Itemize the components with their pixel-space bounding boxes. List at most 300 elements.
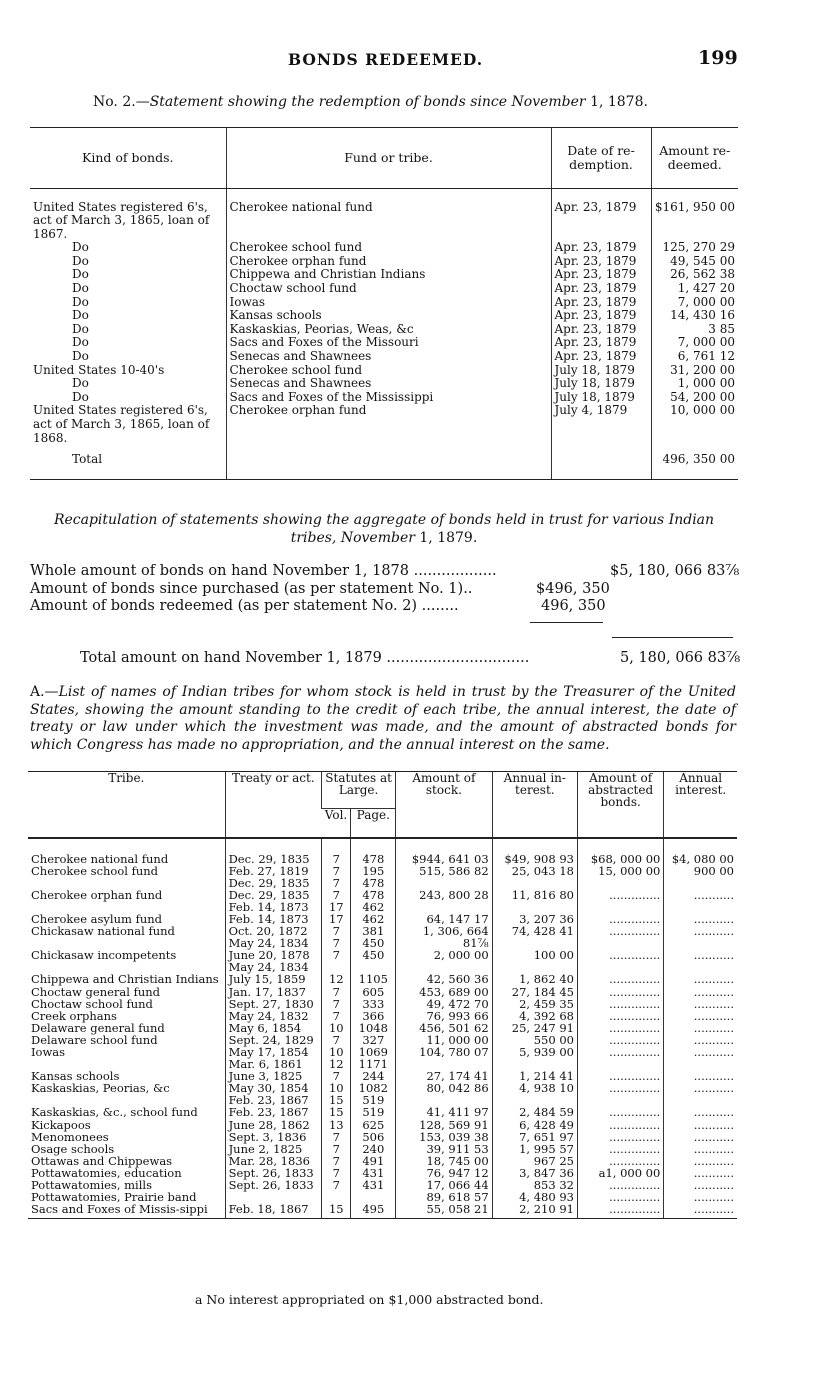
statute-vol: 12 [328, 972, 344, 987]
vol-cell [322, 1203, 351, 1215]
amount-redeemed: $161, 950 00 [651, 201, 738, 242]
redemption-date: July 18, 1879 [551, 391, 651, 405]
annual-interest: 11, 816 80 [492, 889, 577, 913]
tribe-name: Sacs and Foxes of Missis-sippi [31, 1202, 208, 1217]
vol-cell [322, 1106, 351, 1118]
statute-page: 1105 [358, 972, 388, 987]
statement2-row [30, 350, 738, 364]
vol-cell [322, 853, 351, 865]
redemption-date: Apr. 23, 1879 [551, 296, 651, 310]
statement2-header-row [30, 128, 738, 189]
statute-vol: 7 [332, 924, 340, 939]
fund-name: Cherokee school fund [226, 241, 551, 255]
abstracted-bonds: a1, 000 00 [577, 1167, 663, 1179]
statute-vol: 7 [332, 948, 340, 963]
annual-interest: 2, 459 35 [492, 998, 577, 1010]
statute-vol: 12 [328, 1057, 344, 1072]
stock-amount: 39, 911 53 [396, 1143, 493, 1155]
amount-redeemed: 26, 562 38 [651, 268, 738, 282]
tribe-row [28, 925, 737, 949]
tribe-name: Cherokee orphan fund [31, 887, 163, 902]
treaty-cell [225, 998, 322, 1010]
col-vol: Vol. [322, 809, 351, 838]
statute-vol: 7 [332, 1129, 340, 1144]
redemption-date: July 18, 1879 [551, 377, 651, 391]
tribe-name: Cherokee national fund [31, 851, 169, 866]
bond-kind: Do [72, 335, 89, 350]
bond-kind: Do [72, 253, 89, 268]
amount-redeemed: 7, 000 00 [651, 296, 738, 310]
statute-vol: 15 [328, 1202, 344, 1217]
col-fund: Fund or tribe. [226, 128, 551, 189]
amount-redeemed: 49, 545 00 [651, 255, 738, 269]
fund-name: Cherokee orphan fund [226, 255, 551, 269]
annual-interest: 6, 428 49 [492, 1119, 577, 1131]
abstracted-interest: ........... [664, 998, 737, 1010]
redemption-date: Apr. 23, 1879 [551, 282, 651, 296]
statute-vol: 7 [332, 936, 340, 951]
amount-redeemed: 1, 000 00 [651, 377, 738, 391]
stock-amount: 42, 560 36 [396, 973, 493, 985]
tribe-name: Osage schools [31, 1141, 115, 1156]
statute-page: 605 [362, 984, 385, 999]
fund-name: Kansas schools [226, 309, 551, 323]
fund-name: Kaskaskias, Peorias, Weas, &c [226, 323, 551, 337]
treaty-date: May 24, 1834 [228, 936, 309, 951]
abstracted-interest: ........... [664, 1082, 737, 1106]
statute-page: 478 [362, 887, 385, 902]
page-cell [351, 998, 396, 1010]
treaty-date: Feb. 23, 1867 [228, 1105, 309, 1120]
statute-vol: 13 [328, 1117, 344, 1132]
statute-vol: 7 [332, 1165, 340, 1180]
treaty-date: May 24, 1832 [228, 1008, 309, 1023]
redemption-date: Apr. 23, 1879 [551, 268, 651, 282]
treaty-date: Sept. 26, 1833 [228, 1178, 314, 1193]
tribe-row [28, 998, 737, 1010]
listA-caption: A.—List of names of Indian tribes for whom stock is held in trust by the Treasurer of the United States, showing the amount standing to the credit of each tribe, the annual interest, the date of treaty or law under which the investment was made, and the amount of abstracted bonds for which Congress has made no appropriation, and the annual interest on the same. [30, 684, 736, 753]
vol-cell [322, 925, 351, 949]
tribe-name: Cherokee asylum fund [31, 911, 162, 926]
recap-line-2: Amount of bonds since purchased (as per statement No. 1).. [30, 581, 473, 597]
stock-amount: 89, 618 57 [396, 1191, 493, 1203]
statute-page: 450 [362, 948, 385, 963]
stock-amount: 55, 058 21 [396, 1203, 493, 1215]
abstracted-interest: ........... [664, 1155, 737, 1167]
recap-line-1-value: $5, 180, 066 83⅞ [610, 563, 740, 579]
treaty-cell [225, 949, 322, 973]
vol-cell [322, 1046, 351, 1070]
tribe-row [28, 865, 737, 889]
abstracted-interest: ........... [664, 949, 737, 973]
fund-name: Sacs and Foxes of the Mississippi [226, 391, 551, 405]
bond-kind: United States registered 6's, act of March 3, 1865, loan of 1867. [33, 199, 210, 241]
statute-page: 519 [362, 1105, 385, 1120]
treaty-cell [225, 1131, 322, 1143]
statute-page: 1069 [358, 1045, 388, 1059]
bond-kind: Do [72, 389, 89, 404]
stock-amount: 453, 689 00 [396, 986, 493, 998]
stock-amount: 41, 411 97 [396, 1106, 493, 1118]
col-interest: Annual in-terest. [492, 772, 577, 838]
tribe-name: Chippewa and Christian Indians [31, 972, 219, 987]
redemption-date: Apr. 23, 1879 [551, 350, 651, 364]
redemption-date: Apr. 23, 1879 [551, 201, 651, 242]
annual-interest: 2, 484 59 [492, 1106, 577, 1118]
page-cell [351, 1131, 396, 1143]
amount-redeemed: 6, 761 12 [651, 350, 738, 364]
statement2-row [30, 201, 738, 242]
col-page: Page. [351, 809, 396, 838]
page-cell [351, 1119, 396, 1131]
recap-rule [530, 622, 603, 623]
abstracted-interest: ........... [664, 913, 737, 925]
page-cell [351, 949, 396, 973]
col-statutes: Statutes at Large. [322, 772, 396, 809]
tribe-name: Delaware general fund [31, 1020, 165, 1035]
annual-interest: 7, 651 97 [492, 1131, 577, 1143]
statute-vol: 7 [332, 996, 340, 1011]
stock-amount: 128, 569 91 [396, 1119, 493, 1131]
abstracted-bonds: .............. [577, 1179, 663, 1191]
tribe-row [28, 973, 737, 985]
annual-interest: $49, 908 93 [492, 853, 577, 865]
annual-interest: 3, 847 36 [492, 1167, 577, 1179]
abstracted-bonds: .............. [577, 973, 663, 985]
page-cell [351, 973, 396, 985]
annual-interest: 5, 939 00 [492, 1046, 577, 1070]
treaty-cell [225, 865, 322, 889]
statute-vol: 17 [328, 911, 344, 926]
amount-redeemed: 31, 200 00 [651, 364, 738, 378]
statute-page: 495 [362, 1202, 385, 1217]
tribe-name: Kaskaskias, &c., school fund [31, 1105, 198, 1120]
statute-vol: 7 [332, 863, 340, 878]
redemption-date: Apr. 23, 1879 [551, 241, 651, 255]
statute-page: 366 [362, 1008, 385, 1023]
vol-cell [322, 1119, 351, 1131]
abstracted-bonds: .............. [577, 1131, 663, 1143]
treaty-cell [225, 1046, 322, 1070]
redemption-date: Apr. 23, 1879 [551, 255, 651, 269]
abstracted-bonds: .............. [577, 1143, 663, 1155]
stock-amount: 64, 147 17 [396, 913, 493, 925]
abstracted-bonds: .............. [577, 913, 663, 925]
page-cell [351, 853, 396, 865]
abstracted-interest: 900 00 [664, 865, 737, 889]
abstracted-interest: ........... [664, 1106, 737, 1118]
treaty-date: Feb. 27, 1819 [228, 863, 309, 878]
amount-redeemed: 3 85 [651, 323, 738, 337]
stock-amount: 456, 501 62 [396, 1022, 493, 1034]
tribe-row [28, 1203, 737, 1215]
page-cell [351, 1082, 396, 1106]
annual-interest: 100 00 [492, 949, 577, 973]
abstracted-interest: ........... [664, 925, 737, 949]
page-cell [351, 1179, 396, 1191]
statement2-row [30, 323, 738, 337]
tribe-name: Kickapoos [31, 1117, 91, 1132]
statement2-total-row [30, 453, 738, 479]
abstracted-interest: ........... [664, 1131, 737, 1143]
bond-kind: Do [72, 294, 89, 309]
statute-page: 195 [362, 863, 385, 878]
statute-page: 519 [362, 1093, 385, 1108]
treaty-date: June 20, 1878 [228, 948, 310, 963]
abstracted-bonds: .............. [577, 889, 663, 913]
bond-kind: Do [72, 308, 89, 323]
statement2-row [30, 377, 738, 391]
recap-caption: Recapitulation of statements showing the aggregate of bonds held in trust for various Indian tribes, November 1, 1879. [53, 512, 715, 546]
statement2-row [30, 336, 738, 350]
treaty-date: May 17, 1854 [228, 1045, 309, 1059]
amount-redeemed: 54, 200 00 [651, 391, 738, 405]
statute-page: 381 [362, 924, 385, 939]
total-amount: 496, 350 00 [651, 453, 738, 479]
stock-amount: 11, 000 00 [396, 1034, 493, 1046]
col-kind: Kind of bonds. [30, 128, 226, 189]
abstracted-interest: $4, 080 00 [664, 853, 737, 865]
abstracted-bonds: .............. [577, 949, 663, 973]
treaty-cell [225, 853, 322, 865]
annual-interest: 853 32 [492, 1179, 577, 1191]
statute-vol: 15 [328, 1093, 344, 1108]
recap-line-3-value: 496, 350 [541, 598, 606, 614]
treaty-date: Jan. 17, 1837 [228, 984, 306, 999]
tribe-row [28, 853, 737, 865]
tribe-row [28, 889, 737, 913]
redemption-date: July 18, 1879 [551, 364, 651, 378]
treaty-cell [225, 973, 322, 985]
abstracted-bonds: .............. [577, 1082, 663, 1106]
statute-vol: 7 [332, 875, 340, 890]
redemption-date: Apr. 23, 1879 [551, 309, 651, 323]
treaty-date: June 28, 1862 [228, 1117, 310, 1132]
treaty-cell [225, 1082, 322, 1106]
abstracted-interest: ........... [664, 973, 737, 985]
col-abstracted: Amount of abstracted bonds. [577, 772, 663, 838]
statute-page: 333 [362, 996, 385, 1011]
tribe-row [28, 1046, 737, 1070]
statement2-row [30, 309, 738, 323]
statute-page: 431 [362, 1165, 385, 1180]
annual-interest: 4, 480 93 [492, 1191, 577, 1203]
tribe-name: Delaware school fund [31, 1032, 158, 1047]
treaty-date: Dec. 29, 1835 [228, 887, 310, 902]
page-cell [351, 1203, 396, 1215]
annual-interest: 25, 247 91 [492, 1022, 577, 1034]
redemption-date: July 4, 1879 [551, 404, 651, 445]
abstracted-bonds: .............. [577, 925, 663, 949]
fund-name: Cherokee school fund [226, 364, 551, 378]
bond-kind: Do [72, 349, 89, 364]
annual-interest: 2, 210 91 [492, 1203, 577, 1215]
stock-amount: 76, 993 66 [396, 1010, 493, 1022]
annual-interest: 1, 862 40 [492, 973, 577, 985]
abstracted-interest: ........... [664, 1034, 737, 1046]
statute-page: 1048 [358, 1020, 388, 1035]
abstracted-interest: ........... [664, 986, 737, 998]
col-date: Date of re-demption. [551, 128, 651, 189]
statement2-row [30, 296, 738, 310]
tribe-name: Pottawatomies, Prairie band [31, 1190, 197, 1205]
treaty-date: July 15, 1859 [228, 972, 306, 987]
treaty-date: Oct. 20, 1872 [228, 924, 308, 939]
tribe-name: Iowas [31, 1045, 66, 1059]
recap-total-rule [612, 637, 733, 638]
tribe-name: Cherokee school fund [31, 863, 159, 878]
abstracted-bonds: .............. [577, 998, 663, 1010]
col-stock: Amount of stock. [396, 772, 493, 838]
statute-page: 478 [362, 851, 385, 866]
statute-vol: 7 [332, 1069, 340, 1084]
stock-amount: 515, 586 82 [396, 865, 493, 889]
col-abs-interest: Annual interest. [664, 772, 737, 838]
statement2-row [30, 241, 738, 255]
vol-cell [322, 986, 351, 998]
statute-vol: 7 [332, 984, 340, 999]
stock-amount: 104, 780 07 [396, 1046, 493, 1070]
bond-kind: Do [72, 240, 89, 255]
statute-vol: 10 [328, 1081, 344, 1096]
stock-amount: 243, 800 28 [396, 889, 493, 913]
statute-vol: 7 [332, 887, 340, 902]
fund-name: Choctaw school fund [226, 282, 551, 296]
stock-amount: 49, 472 70 [396, 998, 493, 1010]
amount-redeemed: 14, 430 16 [651, 309, 738, 323]
fund-name: Iowas [226, 296, 551, 310]
amount-redeemed: 7, 000 00 [651, 336, 738, 350]
statute-vol: 10 [328, 1020, 344, 1035]
stock-amount: 2, 000 00 [396, 949, 493, 973]
annual-interest: 25, 043 18 [492, 865, 577, 889]
abstracted-bonds: .............. [577, 1191, 663, 1203]
page-number: 199 [698, 47, 738, 69]
statement2-table [30, 127, 738, 480]
page-cell [351, 1106, 396, 1118]
statute-page: 244 [362, 1069, 385, 1084]
treaty-date: Feb. 14, 1873 [228, 911, 309, 926]
stock-amount: 80, 042 86 [396, 1082, 493, 1106]
abstracted-interest: ........... [664, 1179, 737, 1191]
treaty-date: Dec. 29, 1835 [228, 851, 310, 866]
treaty-cell [225, 1119, 322, 1131]
annual-interest: 4, 938 10 [492, 1082, 577, 1106]
abstracted-interest: ........... [664, 1203, 737, 1215]
stock-amount: 1, 306, 664 81⅞ [396, 925, 493, 949]
fund-name: Senecas and Shawnees [226, 377, 551, 391]
abstracted-interest: ........... [664, 889, 737, 913]
vol-cell [322, 973, 351, 985]
fund-name: Cherokee orphan fund [226, 404, 551, 445]
treaty-cell [225, 1203, 322, 1215]
spacer-row [30, 189, 738, 201]
statement2-row [30, 255, 738, 269]
treaty-date: May 30, 1854 [228, 1081, 309, 1096]
tribe-row [28, 1131, 737, 1143]
tribe-name: Creek orphans [31, 1008, 117, 1023]
treaty-date: May 6, 1854 [228, 1020, 302, 1035]
statute-page: 431 [362, 1178, 385, 1193]
abstracted-interest: ........... [664, 1119, 737, 1131]
annual-interest: 1, 214 41 [492, 1070, 577, 1082]
recap-line-3: Amount of bonds redeemed (as per statement No. 2) ........ [30, 598, 459, 614]
abstracted-bonds: .............. [577, 1022, 663, 1034]
bond-kind: Do [72, 281, 89, 296]
stock-amount: 27, 174 41 [396, 1070, 493, 1082]
annual-interest: 27, 184 45 [492, 986, 577, 998]
statute-page: 240 [362, 1141, 385, 1156]
listA-table [28, 771, 737, 1219]
total-label: Total [30, 453, 226, 479]
treaty-cell [225, 1179, 322, 1191]
statute-vol: 17 [328, 899, 344, 914]
bond-kind: Do [72, 267, 89, 282]
treaty-date: June 2, 1825 [228, 1141, 303, 1156]
statute-vol: 7 [332, 1153, 340, 1168]
abstracted-interest: ........... [664, 1167, 737, 1179]
tribe-name: Kansas schools [31, 1069, 120, 1084]
annual-interest: 4, 392 68 [492, 1010, 577, 1022]
fund-name: Sacs and Foxes of the Missouri [226, 336, 551, 350]
abstracted-interest: ........... [664, 1022, 737, 1034]
abstracted-bonds: .............. [577, 1203, 663, 1215]
statute-page: 1082 [358, 1081, 388, 1096]
treaty-date: June 3, 1825 [228, 1069, 303, 1084]
abstracted-bonds: .............. [577, 1034, 663, 1046]
treaty-cell [225, 889, 322, 913]
running-header-title: BONDS REDEEMED. [288, 50, 484, 69]
abstracted-bonds: .............. [577, 1119, 663, 1131]
fund-name: Cherokee national fund [226, 201, 551, 242]
vol-cell [322, 998, 351, 1010]
tribe-name: Ottawas and Chippewas [31, 1153, 173, 1168]
statute-page: 625 [362, 1117, 385, 1132]
treaty-cell [225, 986, 322, 998]
abstracted-bonds: $68, 000 00 [577, 853, 663, 865]
stock-amount: 17, 066 44 [396, 1179, 493, 1191]
treaty-date: Sept. 26, 1833 [228, 1165, 314, 1180]
abstracted-bonds: .............. [577, 1046, 663, 1070]
abstracted-interest: ........... [664, 1143, 737, 1155]
statement2-row [30, 391, 738, 405]
stock-amount: 18, 745 00 [396, 1155, 493, 1167]
recap-line-2-value: $496, 350 [536, 581, 610, 597]
treaty-date: Feb. 14, 1873 [228, 899, 309, 914]
statute-page: 491 [362, 1153, 385, 1168]
treaty-date: Mar. 28, 1836 [228, 1153, 310, 1168]
statute-vol: 7 [332, 1178, 340, 1193]
vol-cell [322, 949, 351, 973]
statute-page: 462 [362, 911, 385, 926]
tribe-row [28, 1106, 737, 1118]
bond-kind: Do [72, 321, 89, 336]
annual-interest: 550 00 [492, 1034, 577, 1046]
page-cell [351, 889, 396, 913]
redemption-date: Apr. 23, 1879 [551, 323, 651, 337]
page-cell [351, 925, 396, 949]
treaty-date: May 24, 1834 [228, 960, 309, 975]
abstracted-interest: ........... [664, 1070, 737, 1082]
abstracted-bonds: .............. [577, 1106, 663, 1118]
stock-amount: 153, 039 38 [396, 1131, 493, 1143]
amount-redeemed: 10, 000 00 [651, 404, 738, 445]
tribe-name: Kaskaskias, Peorias, &c [31, 1081, 170, 1096]
statute-vol: 7 [332, 1141, 340, 1156]
bond-kind: Do [72, 376, 89, 391]
statute-page: 327 [362, 1032, 385, 1047]
page-cell [351, 986, 396, 998]
